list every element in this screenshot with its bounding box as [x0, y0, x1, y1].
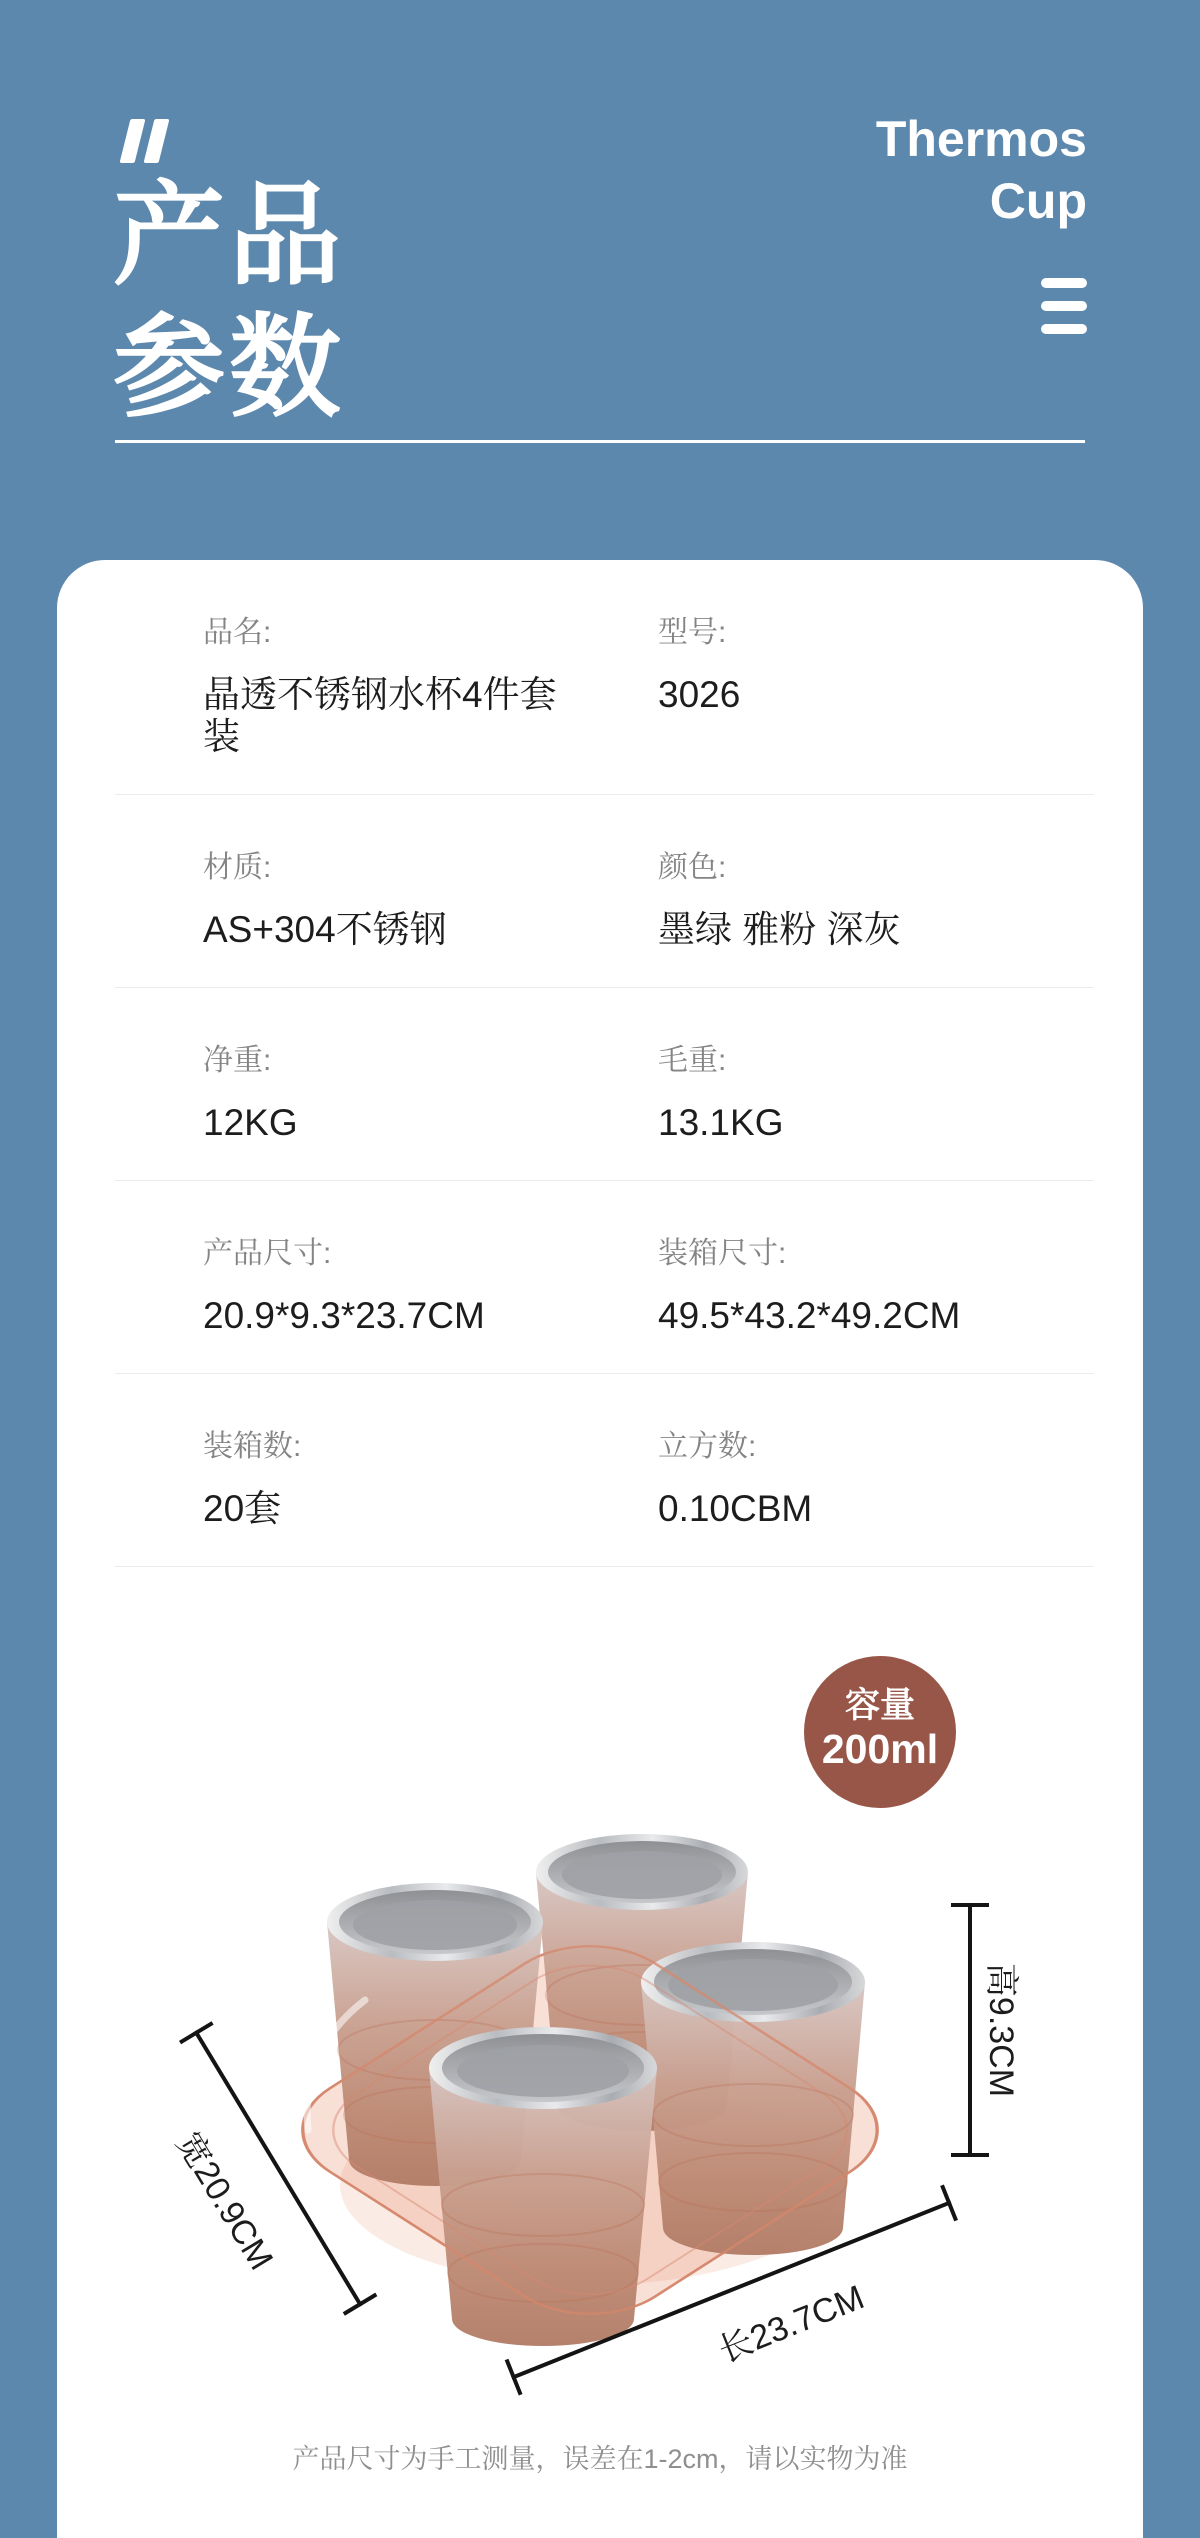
spec-label: 产品尺寸: — [203, 1237, 332, 1270]
spec-value: 13.1KG — [658, 1102, 784, 1143]
page-title-line2: 参数 — [113, 305, 345, 430]
width-dimension-label: 宽20.9CM — [168, 2125, 281, 2277]
table-row — [115, 560, 1094, 795]
spec-value: AS+304不锈钢 — [203, 909, 447, 950]
spec-label: 型号: — [658, 616, 727, 649]
spec-cell-name — [115, 616, 570, 758]
spec-label: 净重: — [203, 1044, 272, 1077]
hamburger-menu-icon — [1041, 278, 1087, 347]
cup-front — [429, 2027, 657, 2346]
spec-cell-material — [115, 851, 570, 951]
spec-value: 20.9*9.3*23.7CM — [203, 1295, 485, 1336]
spec-label: 毛重: — [658, 1044, 727, 1077]
spec-cell-model — [570, 616, 1094, 758]
spec-value: 20套 — [203, 1488, 282, 1529]
spec-label: 装箱尺寸: — [658, 1237, 787, 1270]
spec-label: 立方数: — [658, 1430, 757, 1463]
brand-line1: Thermos — [875, 111, 1087, 167]
capacity-value: 200ml — [821, 1726, 939, 1772]
spec-label: 颜色: — [658, 851, 727, 884]
spec-cell-carton-qty — [115, 1430, 570, 1530]
spec-cell-product-size — [115, 1237, 570, 1337]
brand-line2: Cup — [989, 173, 1087, 229]
spec-cell-net-weight — [115, 1044, 570, 1144]
spec-value: 0.10CBM — [658, 1488, 813, 1529]
spec-cell-cbm — [570, 1430, 1094, 1530]
table-row — [115, 1374, 1094, 1567]
table-row — [115, 795, 1094, 988]
spec-value: 墨绿 雅粉 深灰 — [658, 909, 901, 950]
spec-value: 晶透不锈钢水杯4件套装 — [203, 674, 557, 757]
spec-label: 装箱数: — [203, 1430, 302, 1463]
spec-value: 49.5*43.2*49.2CM — [658, 1295, 961, 1336]
table-row — [115, 1181, 1094, 1374]
spec-value: 3026 — [658, 674, 741, 715]
measurement-note: 产品尺寸为手工测量，误差在1-2cm，请以实物为准 — [292, 2444, 908, 2474]
table-row — [115, 988, 1094, 1181]
capacity-label: 容量 — [844, 1686, 915, 1725]
spec-table — [57, 560, 1143, 1567]
header-divider — [115, 440, 1085, 443]
length-dimension-label: 长23.7CM — [713, 2278, 870, 2371]
spec-value: 12KG — [203, 1102, 298, 1143]
page-title — [113, 170, 345, 434]
spec-label: 材质: — [203, 851, 272, 884]
spec-card — [57, 560, 1143, 2538]
spec-cell-color — [570, 851, 1094, 951]
spec-label: 品名: — [203, 616, 272, 649]
spec-cell-gross-weight — [570, 1044, 1094, 1144]
brand-text — [876, 108, 1087, 232]
capacity-badge — [804, 1656, 956, 1808]
quote-icon — [125, 119, 173, 163]
spec-cell-carton-size — [570, 1237, 1094, 1337]
page-title-line1: 产品 — [113, 173, 345, 298]
height-dimension-label: 高9.3CM — [982, 1962, 1020, 2098]
